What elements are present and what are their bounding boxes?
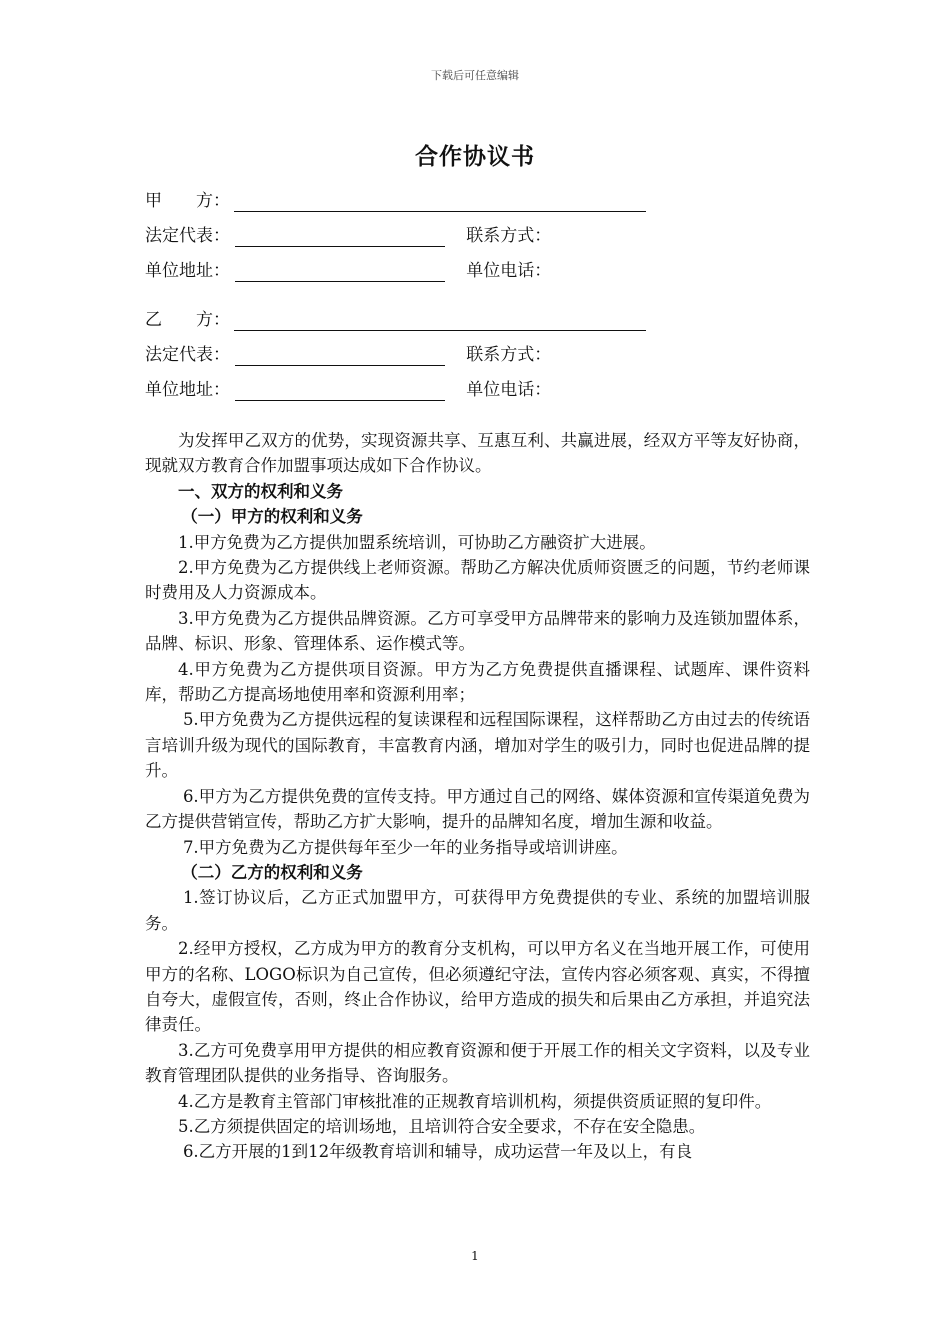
party-a-name-row xyxy=(145,189,646,213)
clause-b6: 6.乙方开展的1到12年级教育培训和辅导，成功运营一年及以上，有良 xyxy=(182,1142,693,1162)
party-b-name-row xyxy=(145,308,646,332)
party-b-name-field[interactable] xyxy=(234,308,646,331)
clause-b2: 2.经甲方授权，乙方成为甲方的教育分支机构，可以甲方名义在当地开展工作，可使用甲方的名称、LOGO标识为自己宣传，但必须遵纪守法，宣传内容必须客观、真实，不得擅自夸大，虚假宣传，否则，终止合作协议，给甲方造成的损失和后果由乙方承担，并追究法律责任。 xyxy=(145,939,810,1035)
party-b-contact-label: 联系方式： xyxy=(466,345,552,365)
party-a-name-field[interactable] xyxy=(234,189,646,212)
party-b-address-label: 单位地址： xyxy=(145,380,230,400)
clause-b3: 3.乙方可免费享用甲方提供的相应教育资源和便于开展工作的相关文字资料，以及专业教育管理团队提供的业务指导、咨询服务。 xyxy=(145,1040,810,1086)
clause-a2: 2.甲方免费为乙方提供线上老师资源。帮助乙方解决优质师资匮乏的问题，节约老师课时费用及人力资源成本。 xyxy=(145,558,810,603)
party-a-address-label: 单位地址： xyxy=(145,261,230,281)
clause-a3: 3.甲方免费为乙方提供品牌资源。乙方可享受甲方品牌带来的影响力及连锁加盟体系，品牌、标识、形象、管理体系、运作模式等。 xyxy=(145,608,810,654)
party-a-name-label: 甲 方： xyxy=(145,191,230,211)
clause-b4: 4.乙方是教育主管部门审核批准的正规教育培训机构，须提供资质证照的复印件。 xyxy=(178,1091,772,1111)
party-b-address-field[interactable] xyxy=(235,378,445,401)
party-a-phone-label: 单位电话： xyxy=(466,261,552,281)
party-b-name-label: 乙 方： xyxy=(145,310,230,330)
party-b-rep-field[interactable] xyxy=(235,343,445,366)
clause-a7: 7.甲方免费为乙方提供每年至少一年的业务指导或培训讲座。 xyxy=(182,837,628,857)
party-b-address-row xyxy=(145,378,551,402)
party-b-rep-row xyxy=(145,343,551,367)
agreement-body xyxy=(145,428,810,1165)
section-1a-heading: （一）甲方的权利和义务 xyxy=(181,507,363,527)
clause-a6: 6.甲方为乙方提供免费的宣传支持。甲方通过自己的网络、媒体资源和宣传渠道免费为乙方提供营销宣传，帮助乙方扩大影响，提升的品牌知名度，增加生源和收益。 xyxy=(145,786,810,832)
clause-a5: 5.甲方免费为乙方提供远程的复读课程和远程国际课程，这样帮助乙方由过去的传统语言培训升级为现代的国际教育，丰富教育内涵，增加对学生的吸引力，同时也促进品牌的提升。 xyxy=(145,710,810,781)
page-number: 1 xyxy=(471,1249,479,1263)
clause-a1: 1.甲方免费为乙方提供加盟系统培训，可协助乙方融资扩大进展。 xyxy=(178,532,656,552)
document-title: 合作协议书 xyxy=(415,143,535,170)
section-1b-heading: （二）乙方的权利和义务 xyxy=(181,862,363,882)
clause-a4: 4.甲方免费为乙方提供项目资源。甲方为乙方免费提供直播课程、试题库、课件资料库，帮助乙方提高场地使用率和资源利用率； xyxy=(145,659,810,705)
party-a-contact-label: 联系方式： xyxy=(466,226,552,246)
header-note: 下载后可任意编辑 xyxy=(431,69,519,82)
party-a-rep-row xyxy=(145,224,551,248)
section-1-heading: 一、双方的权利和义务 xyxy=(178,481,343,501)
intro-paragraph: 为发挥甲乙双方的优势，实现资源共享、互惠互利、共赢进展，经双方平等友好协商，现就双方教育合作加盟事项达成如下合作协议。 xyxy=(145,431,810,476)
clause-b5: 5.乙方须提供固定的培训场地，且培训符合安全要求，不存在安全隐患。 xyxy=(178,1116,706,1136)
clause-b1: 1.签订协议后，乙方正式加盟甲方，可获得甲方免费提供的专业、系统的加盟培训服务。 xyxy=(145,888,810,933)
party-b-rep-label: 法定代表： xyxy=(145,345,230,365)
party-b-phone-label: 单位电话： xyxy=(466,380,552,400)
party-a-rep-label: 法定代表： xyxy=(145,226,230,246)
party-a-rep-field[interactable] xyxy=(235,224,445,247)
party-a-address-row xyxy=(145,259,551,283)
party-a-address-field[interactable] xyxy=(235,259,445,282)
